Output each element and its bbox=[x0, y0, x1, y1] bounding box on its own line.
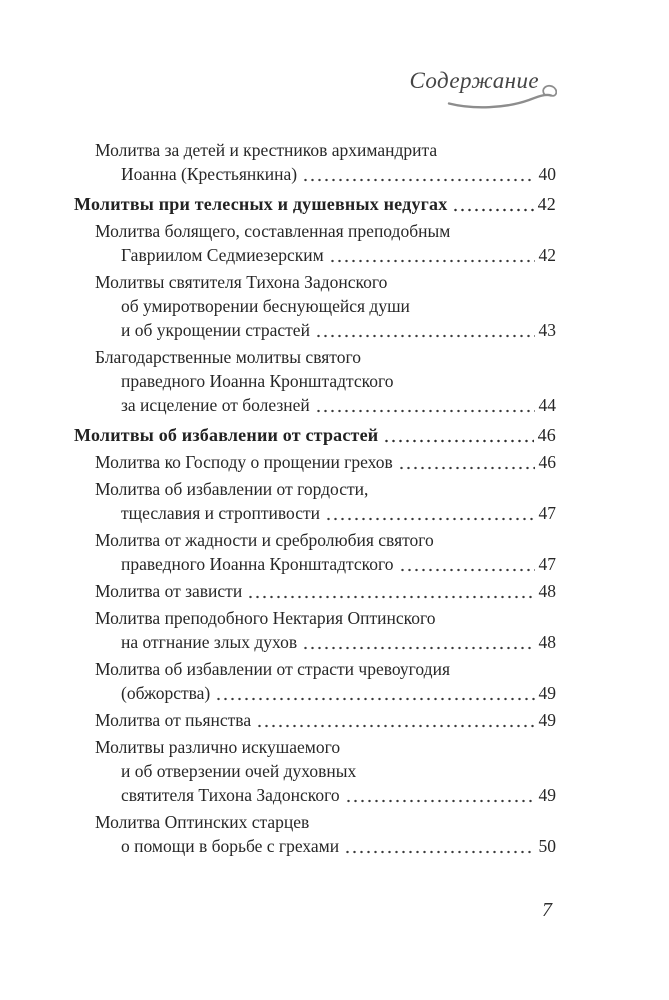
dot-leader bbox=[399, 552, 535, 576]
toc-entry bbox=[74, 138, 556, 186]
toc-entry-text: Молитва от зависти bbox=[95, 581, 243, 601]
toc-section-entry bbox=[74, 192, 556, 216]
toc-entry bbox=[74, 219, 556, 267]
toc-line bbox=[95, 219, 556, 243]
toc-section-entry bbox=[74, 423, 556, 447]
page-number: 7 bbox=[542, 899, 552, 921]
toc-line bbox=[95, 294, 556, 318]
toc-line bbox=[95, 657, 556, 681]
toc-page-number: 47 bbox=[538, 554, 556, 574]
toc-entry bbox=[74, 270, 556, 342]
toc-page-number: 49 bbox=[538, 785, 556, 805]
toc-entry bbox=[74, 657, 556, 705]
toc-line bbox=[95, 393, 556, 417]
toc-line bbox=[95, 735, 556, 759]
toc-entry-text: за исцеление от болезней bbox=[121, 395, 310, 415]
toc-entry-text: Молитва об избавлении от гордости, bbox=[95, 479, 369, 499]
toc-line bbox=[95, 243, 556, 267]
toc-entry bbox=[74, 477, 556, 525]
toc-entry-text: и об отверзении очей духовных bbox=[121, 761, 357, 781]
dot-leader bbox=[256, 708, 534, 732]
toc-line bbox=[95, 450, 556, 474]
toc-line bbox=[95, 162, 556, 186]
toc-entry-text: праведного Иоанна Кронштадтского bbox=[121, 371, 394, 391]
toc-line bbox=[95, 708, 556, 732]
toc-line bbox=[74, 192, 556, 216]
toc-entry bbox=[74, 606, 556, 654]
toc-entry-text: и об укрощении страстей bbox=[121, 320, 310, 340]
toc-entry-text: Молитвы святителя Тихона Задонского bbox=[95, 272, 388, 292]
toc-entry-text: Иоанна (Крестьянкина) bbox=[121, 164, 298, 184]
toc-line bbox=[95, 528, 556, 552]
toc-entry-text: о помощи в борьбе с грехами bbox=[121, 836, 340, 856]
toc-entry bbox=[74, 345, 556, 417]
toc-line bbox=[95, 681, 556, 705]
toc-list bbox=[74, 138, 556, 861]
toc-entry-text: об умиротворении беснующейся души bbox=[121, 296, 410, 316]
toc-line bbox=[95, 759, 556, 783]
toc-entry-text: Молитва ко Господу о прощении грехов bbox=[95, 452, 393, 472]
dot-leader bbox=[398, 450, 535, 474]
toc-entry-text: Молитвы при телесных и душевных недугах bbox=[74, 194, 448, 214]
dot-leader bbox=[325, 501, 534, 525]
toc-entry-text: (обжорства) bbox=[121, 683, 211, 703]
toc-entry-text: праведного Иоанна Кронштадтского bbox=[121, 554, 394, 574]
toc-entry-text: Молитвы об избавлении от страстей bbox=[74, 425, 379, 445]
dot-leader bbox=[315, 318, 535, 342]
toc-page-number: 42 bbox=[538, 245, 556, 265]
toc-entry-text: Молитва от жадности и сребролюбия святого bbox=[95, 530, 434, 550]
dot-leader bbox=[345, 783, 535, 807]
toc-entry-text: Молитва болящего, составленная преподобным bbox=[95, 221, 451, 241]
toc-line bbox=[95, 270, 556, 294]
toc-entry-text: тщеславия и строптивости bbox=[121, 503, 321, 523]
toc-line bbox=[95, 810, 556, 834]
toc-entry-text: Молитвы различно искушаемого bbox=[95, 737, 341, 757]
toc-page-number: 44 bbox=[538, 395, 556, 415]
toc-line bbox=[95, 552, 556, 576]
swash-flourish-icon bbox=[447, 80, 557, 110]
toc-page-number: 40 bbox=[538, 164, 556, 184]
toc-entry-text: святителя Тихона Задонского bbox=[121, 785, 340, 805]
toc-entry bbox=[74, 810, 556, 858]
toc-line bbox=[95, 834, 556, 858]
toc-entry-text: Молитва за детей и крестников архимандрита bbox=[95, 140, 438, 160]
toc-line bbox=[95, 369, 556, 393]
dot-leader bbox=[452, 192, 533, 216]
toc-entry-text: Молитва Оптинских старцев bbox=[95, 812, 310, 832]
dot-leader bbox=[302, 630, 534, 654]
toc-page-number: 46 bbox=[537, 425, 556, 445]
toc-line bbox=[74, 423, 556, 447]
dot-leader bbox=[315, 393, 535, 417]
toc-entry-text: Молитва от пьянства bbox=[95, 710, 252, 730]
toc-page-number: 46 bbox=[538, 452, 556, 472]
toc-page-number: 48 bbox=[538, 581, 556, 601]
toc-entry-text: Гавриилом Седмиезерским bbox=[121, 245, 324, 265]
dot-leader bbox=[302, 162, 534, 186]
dot-leader bbox=[215, 681, 534, 705]
toc-entry bbox=[74, 579, 556, 603]
dot-leader bbox=[329, 243, 535, 267]
toc-line bbox=[95, 138, 556, 162]
toc-line bbox=[95, 630, 556, 654]
dot-leader bbox=[247, 579, 534, 603]
toc-entry bbox=[74, 528, 556, 576]
toc-page-number: 47 bbox=[538, 503, 556, 523]
toc-entry-text: Молитва об избавлении от страсти чревоугодия bbox=[95, 659, 450, 679]
dot-leader bbox=[383, 423, 533, 447]
toc-page-number: 42 bbox=[537, 194, 556, 214]
toc-page-number: 49 bbox=[538, 710, 556, 730]
toc-line bbox=[95, 606, 556, 630]
toc-line bbox=[95, 345, 556, 369]
toc-entry-text: Молитва преподобного Нектария Оптинского bbox=[95, 608, 436, 628]
toc-entry bbox=[74, 450, 556, 474]
toc-page-number: 48 bbox=[538, 632, 556, 652]
toc-page-number: 50 bbox=[538, 836, 556, 856]
toc-entry-text: на отгнание злых духов bbox=[121, 632, 298, 652]
toc-line bbox=[95, 501, 556, 525]
toc-line bbox=[95, 477, 556, 501]
toc-entry-text: Благодарственные молитвы святого bbox=[95, 347, 361, 367]
toc-line bbox=[95, 783, 556, 807]
dot-leader bbox=[344, 834, 534, 858]
toc-line bbox=[95, 579, 556, 603]
toc-entry bbox=[74, 708, 556, 732]
toc-page-number: 43 bbox=[538, 320, 556, 340]
toc-entry bbox=[74, 735, 556, 807]
toc-page-number: 49 bbox=[538, 683, 556, 703]
toc-line bbox=[95, 318, 556, 342]
page-title: Содержание bbox=[409, 68, 539, 93]
